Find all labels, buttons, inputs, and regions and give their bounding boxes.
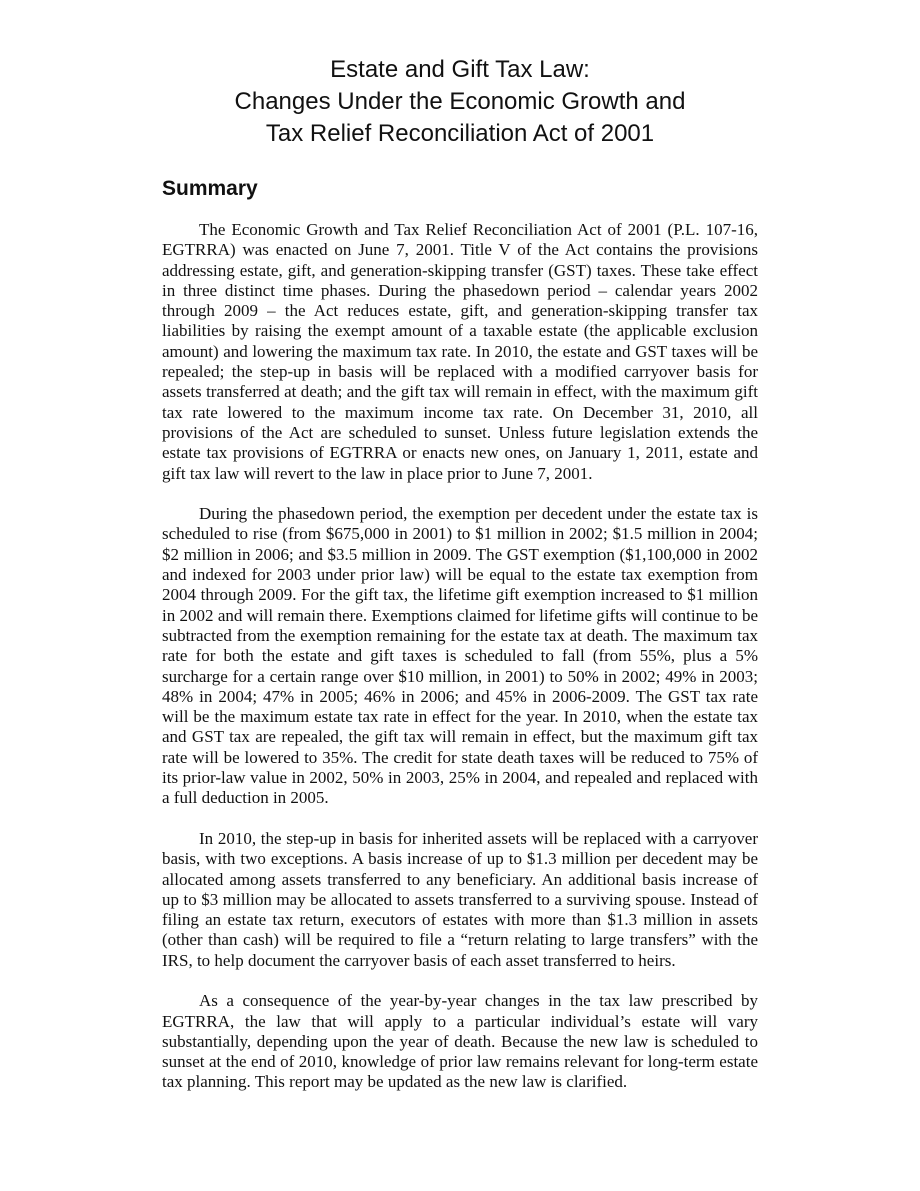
title-line: Tax Relief Reconciliation Act of 2001 — [265, 120, 655, 147]
summary-heading: Summary — [162, 177, 258, 200]
summary-paragraph: As a consequence of the year-by-year changes in the tax law prescribed by EGTRRA, the law that will apply to a particular individual’s estate will vary substantially, depending upon the year of death. Because the new law is scheduled to sunset at the end of 2010, knowledge of prior law remains relevant for long-term estate tax planning. This report may be updated as the new law is clarified. — [162, 991, 758, 1092]
summary-paragraph: The Economic Growth and Tax Relief Reconciliation Act of 2001 (P.L. 107-16, EGTRRA) was enacted on June 7, 2001. Title V of the Act contains the provisions addressing estate, gift, and generation-skipping transfer (GST) taxes. These take effect in three distinct time phases. During the phasedown period – calendar years 2002 through 2009 – the Act reduces estate, gift, and generation-skipping transfer tax liabilities by raising the exempt amount of a taxable estate (the applicable exclusion amount) and lowering the maximum tax rate. In 2010, the estate and GST taxes will be repealed; the step-up in basis will be replaced with a modified carryover basis for assets transferred at death; and the gift tax will remain in effect, with the maximum gift tax rate lowered to the maximum income tax rate. On December 31, 2010, all provisions of the Act are scheduled to sunset. Unless future legislation extends the estate tax provisions of EGTRRA or enacts new ones, on January 1, 2011, estate and gift tax law will revert to the law in place prior to June 7, 2001. — [162, 220, 758, 483]
title-line: Estate and Gift Tax Law: — [330, 56, 590, 83]
title-line: Changes Under the Economic Growth and — [234, 88, 686, 115]
document-title — [160, 54, 760, 150]
summary-body — [162, 220, 758, 1113]
summary-paragraph: In 2010, the step-up in basis for inherited assets will be replaced with a carryover basis, with two exceptions. A basis increase of up to $1.3 million per decedent may be allocated among assets transferred to any beneficiary. An additional basis increase of up to $3 million may be allocated to assets transferred to a surviving spouse. Instead of filing an estate tax return, executors of estates with more than $1.3 million in assets (other than cash) will be required to file a “return relating to large transfers” with the IRS, to help document the carryover basis of each asset transferred to heirs. — [162, 828, 758, 970]
summary-paragraph: During the phasedown period, the exemption per decedent under the estate tax is scheduled to rise (from $675,000 in 2001) to $1 million in 2002; $1.5 million in 2004; $2 million in 2006; and $3.5 million in 2009. The GST exemption ($1,100,000 in 2002 and indexed for 2003 under prior law) will be equal to the estate tax exemption from 2004 through 2009. For the gift tax, the lifetime gift exemption increased to $1 million in 2002 and will remain there. Exemptions claimed for lifetime gifts will continue to be subtracted from the exemption remaining for the estate tax at death. The maximum tax rate for both the estate and gift taxes is scheduled to fall (from 55%, plus a 5% surcharge for a certain range over $10 million, in 2001) to 50% in 2002; 49% in 2003; 48% in 2004; 47% in 2005; 46% in 2006; and 45% in 2006-2009. The GST tax rate will be the maximum estate tax rate in effect for the year. In 2010, when the estate tax and GST tax are repealed, the gift tax will remain in effect, but the maximum gift tax rate will be lowered to 35%. The credit for state death taxes will be reduced to 75% of its prior-law value in 2002, 50% in 2003, 25% in 2004, and repealed and replaced with a full deduction in 2005. — [162, 504, 758, 808]
